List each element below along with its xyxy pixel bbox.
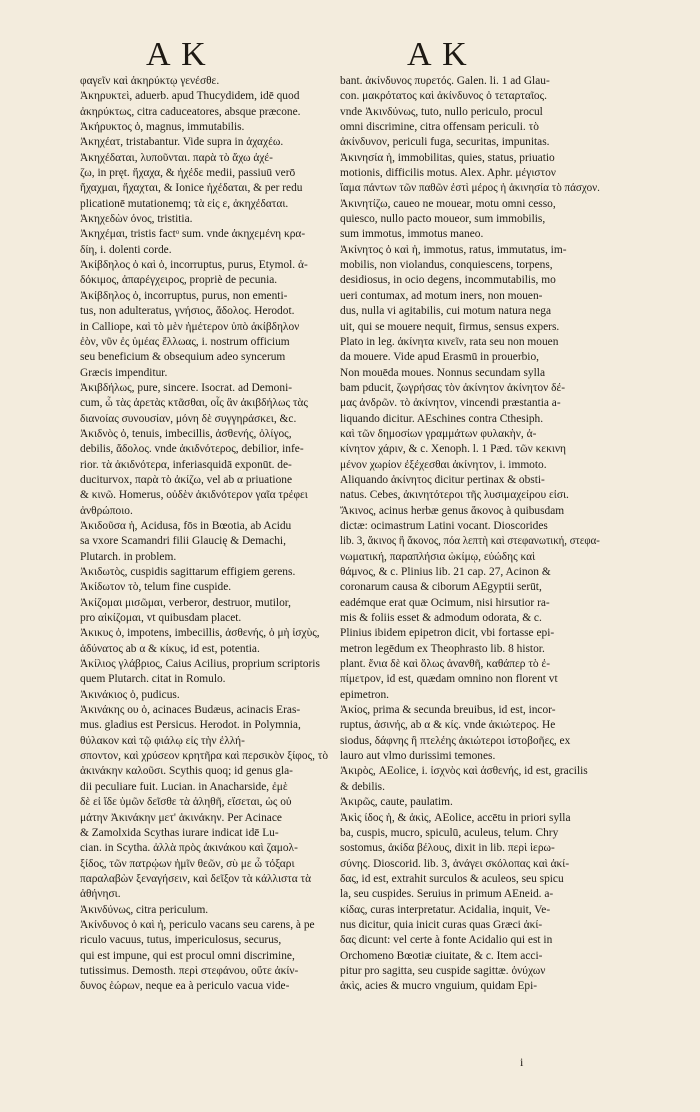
text-line: ἀθήνησι. <box>80 888 121 901</box>
text-line: Ἀκιρῶς, caute, paulatim. <box>340 796 453 809</box>
text-line: metron legēdum ex Theophrasto lib. 8 histor. <box>340 642 545 655</box>
text-line: motionis, difficilis motus. Alex. Aphr. μέγιστον <box>340 167 556 180</box>
text-line: sostomus, ἀκίδα βέλους, dixit in lib. περὶ ἱερω- <box>340 842 555 855</box>
text-line: Ἀκιρὸς, AEolice, i. ἰσχνὸς καὶ ἀσθενής, id est, gracilis <box>340 765 588 778</box>
text-line: debilis, ἄδολος. vnde ἀκιδνότερος, debilior, infe- <box>80 443 304 456</box>
text-line: δυνος ἑώρων, neque ea à periculo vacua vide- <box>80 980 290 993</box>
text-line: Plinius ibidem epipetron dicit, vbi fortasse epi- <box>340 627 555 640</box>
text-line: Ἀκιδοῦσα ἡ, Acidusa, fōs in Bœotia, ab Acidu <box>80 519 292 532</box>
text-line: quem Plutarch. citat in Romulo. <box>80 673 226 686</box>
text-line: dus, nulla vi agitabilis, cui motum natura nega <box>340 305 551 318</box>
text-line: ἀκίνδυνον, periculi fuga, securitas, impunitas. <box>340 136 550 149</box>
text-line: Ἀκήρυκτος ὁ, magnus, immutabilis. <box>80 121 245 134</box>
text-line: Ἀκίβδηλος ὁ καὶ ὁ, incorruptus, purus, Etymol. ἀ- <box>80 259 308 272</box>
text-line: δίη, i. dolenti corde. <box>80 243 172 256</box>
text-line: & debilis. <box>340 780 385 793</box>
text-line: Ἀκινδύνως, citra periculum. <box>80 903 209 916</box>
text-line: παραλαβὼν ξεναγήσειν, καὶ δεῖξον τὰ κάλλιστα τὰ <box>80 872 312 885</box>
text-line: plant. ἔνια δὲ καὶ ὅλως ἀνανθῆ, καθάπερ τὸ ἐ- <box>340 658 551 671</box>
text-line: seu beneficium & obsequium adeo syncerum <box>80 351 286 364</box>
text-line: Ἀκηχεδὼν όνος, tristitia. <box>80 213 193 226</box>
text-line: nus dicitur, quia inicit curas quas Græci ἀκί- <box>340 918 543 931</box>
text-line: Orchomeno Bœotiæ ciuitate, & c. Item acci- <box>340 949 543 962</box>
text-line: ζω, in pręt. ἤχαχα, & ἠχέδε medii, passiuū verō <box>80 167 296 180</box>
text-line: ἐὸν, νῦν ἐς ὑμέας ἔλλωας, i. nostrum officium <box>80 335 290 348</box>
text-line: cum, ὧ τὰς ἀρετὰς κτᾶσθαι, οἷς ἂν ἀκιβδήλως τὰς <box>80 397 308 410</box>
text-line: sa vxore Scamandri filii Glaucię & Demachi, <box>80 535 286 548</box>
text-line: & κινῶ. Homerus, οὐδὲν ἀκιδνότερον γαῖα τρέφει <box>80 489 308 502</box>
text-line: ἀκηρύκτως, citra caduceatores, absque præcone. <box>80 105 301 118</box>
text-line: θάμνος, & c. Plinius lib. 21 cap. 27, Acinon & <box>340 566 551 578</box>
text-line: dictæ: ocimastrum Latini vocant. Dioscorides <box>340 519 548 532</box>
text-line: riculo vacuus, tutus, impericulosus, securus, <box>80 934 282 947</box>
text-line: Ἀκίνδυνος ὁ καὶ ἡ, periculo vacans seu carens, à pe <box>80 918 315 931</box>
text-line: Ἀκινάκης ου ὁ, acinaces Budæus, acinacis Eras- <box>80 704 301 717</box>
right-column <box>340 74 600 995</box>
text-line: & Zamolxida Scythas iurare indicat idē Lu- <box>80 826 279 839</box>
text-line: ba, cuspis, mucro, spiculū, aculeus, telum. Chry <box>340 826 559 839</box>
text-line: rior. τὰ ἀκιδνότερα, inferiasquidā exponūt. de- <box>80 458 292 471</box>
text-line: ἀκὶς, acies & mucro vnguium, quidam Epi- <box>340 980 538 993</box>
text-line: Ἀκίζομαι μισῶμαι, verberor, destruor, mutilor, <box>80 596 291 609</box>
text-line: ruptus, ἀσινής, ab α & κίς. vnde ἀκιώτερος. He <box>340 719 556 732</box>
text-line: σποντον, καὶ χρύσεον κρητῆρα καὶ περσικὸν ξίφος, τὸ <box>80 750 329 763</box>
text-line: Ἀκίος, prima & secunda breuibus, id est, incor- <box>340 704 556 717</box>
text-line: Ἀκηχέμαι, tristis factᵒ sum. vnde ἀκηχεμένη κρα- <box>80 228 306 241</box>
text-line: Ἀκίδωτον τὸ, telum fine cuspide. <box>80 581 232 594</box>
text-line: mus. gladius est Persicus. Herodot. in Polymnia, <box>80 719 301 732</box>
text-line: mobilis, non violandus, conquiescens, torpens, <box>340 259 553 272</box>
text-line: Ἀκίβδηλος ὁ, incorruptus, purus, non ementi- <box>80 289 288 302</box>
text-line: κίδας, curas interpretatur. Acidalia, inquit, Ve- <box>340 903 551 916</box>
text-line: bant. ἀκίνδυνος πυρετός. Galen. li. 1 ad Glau- <box>340 75 550 87</box>
text-line: μένον χωρίον ἐξέχεσθαι ἀκίνητον, i. immoto. <box>340 458 547 471</box>
text-line: ἤχαχμαι, ἤχαχται, & Ionice ἠχέδαται, & per redu <box>80 182 303 195</box>
text-line: Ἀκικυς ὁ, impotens, imbecillis, ἀσθενής, ὁ μὴ ἰσχὺς, <box>80 627 320 640</box>
text-line: δας dicunt: vel certe à fonte Acidalio qui est in <box>340 934 553 947</box>
text-line: Ἀκινάκιος ὁ, pudicus. <box>80 688 180 701</box>
text-line: διανοίας συνουσίαν, μόνη δὲ συγγηράσκει, &c. <box>80 412 297 425</box>
text-line: Ἀκιδνὸς ὁ, tenuis, imbecillis, ἀσθενής, ὀλίγος, <box>80 427 292 440</box>
text-line: Non mouēda moues. Nonnus secundam sylla <box>340 366 545 379</box>
left-column <box>80 74 330 995</box>
text-line: ἴαμα πάντων τῶν παθῶν ἐστὶ μέρος ἡ ἀκινησία τὸ πάσχον. <box>340 182 600 195</box>
text-line: πίμετρον, id est, quædam omnino non florent vt <box>340 673 558 686</box>
text-line: κίνητον χάριν, & c. Xenoph. l. 1 Pæd. τῶν κεκινη <box>340 443 566 456</box>
text-line: tus, non adulteratus, γνήσιος, ἄδολος. Herodot. <box>80 305 295 318</box>
text-line: qui est impune, qui est procul omni discrimine, <box>80 949 295 962</box>
text-line: mis & foliis esset & admodum odorata, & c. <box>340 612 542 625</box>
text-line: lib. 3, ἄκινος ἢ ἄκονος, πόα λεπτὴ καὶ στεφανωτική, στεφα- <box>340 535 600 548</box>
text-line: ξίδος, τῶν πατρῴων ἡμῖν θεῶν, σὺ με ὦ τόξαρι <box>80 857 295 870</box>
text-line: νωματική, παραπλήσια ὠκίμῳ, εὐώδης καὶ <box>340 550 536 563</box>
text-line: la, seu cuspides. Seruius in primum AEneid. a- <box>340 888 554 901</box>
text-line: tutissimus. Demosth. περὶ στεφάνου, οὔτε ἀκίν- <box>80 964 299 977</box>
text-line: Ἀκινητίζω, caueo ne mouear, motu omni cesso, <box>340 197 556 210</box>
text-line: dii peculiare fuit. Lucian. in Anacharside, ἐμὲ <box>80 780 288 793</box>
header-left-letters: A K <box>146 36 208 73</box>
text-line: pitur pro sagitta, seu cuspide sagittæ. ὀνύχων <box>340 964 546 977</box>
text-line: καὶ τῶν δημοσίων γραμμάτων φυλακὴν, ἀ- <box>340 427 537 440</box>
text-line: Ἀκιδωτὸς, cuspidis sagittarum effigiem gerens. <box>80 566 296 578</box>
text-line: Ἀκινησία ἡ, immobilitas, quies, status, priuatio <box>340 151 555 164</box>
text-line: omni discrimine, citra offensam periculi. τὸ <box>340 121 539 134</box>
text-line: liquando dicitur. AEschines contra Cthesiph. <box>340 412 544 425</box>
text-line: Græcis impenditur. <box>80 366 168 379</box>
text-line: plicationē mutationemq; τὰ εἰς ε, ἀκηχέδαται. <box>80 197 289 210</box>
text-line: σύνης. Dioscorid. lib. 3, ἀνάγει σκόλοπας καὶ ἀκί- <box>340 857 570 870</box>
text-line: lauro aut vlmo durissimi temones. <box>340 750 496 763</box>
text-line: siodus, δάφνης ἢ πτελέης ἀκιώτεροι ἱστοβοῆες, ex <box>340 734 571 747</box>
text-line: coronarum causa & ciborum AEgyptii serūt, <box>340 581 542 594</box>
text-line: con. μακρότατος καὶ ἀκίνδυνος ὁ τεταρταῖος. <box>340 90 547 103</box>
text-line: vnde Ἀκινδύνως, tuto, nullo periculo, procul <box>340 105 543 118</box>
text-line: sum immotus, immotus maneo. <box>340 228 484 241</box>
text-line: pro αἰκίζομαι, vt quibusdam placet. <box>80 612 242 625</box>
header-right-letters: A K <box>407 36 469 73</box>
signature-mark: i <box>520 1055 524 1069</box>
text-line: epimetron. <box>340 688 390 701</box>
text-line: θύλακον καὶ τῷ φιάλῳ εἰς τὴν ἐλλή- <box>80 734 245 747</box>
text-line: Ἀκηρυκτεὶ, aduerb. apud Thucydidem, idē quod <box>80 90 300 103</box>
text-line: uit, qui se mouere nequit, firmus, sensus expers. <box>340 320 560 333</box>
text-line: ἀδύνατος ab α & κίκυς, id est, potentia. <box>80 642 260 655</box>
text-line: Ἀκηχέατ, tristabantur. Vide supra in ἀχαχέω. <box>80 136 284 149</box>
text-line: ἀνθρώποιο. <box>80 504 133 517</box>
text-line: μάτην Ἀκινάκην μετ' ἀκινάκην. Per Acinace <box>80 811 282 824</box>
text-line: δας, id est, extrahit surculos & aculeos, seu spicu <box>340 872 564 885</box>
text-line: δόκιμος, ἀπαρέγχειρος, propriè de pecunia. <box>80 274 278 287</box>
text-line: natus. Cebes, ἀκινητότεροι τῆς λυσιμαχείρου εἰσι. <box>340 489 569 502</box>
text-line: φαγεῖν καὶ ἀκηρύκτῳ γενέσθε. <box>80 75 220 87</box>
text-line: μας ἀνδρῶν. τὸ ἀκίνητον, vincendi præstantia a- <box>340 397 561 410</box>
text-line: Plato in leg. ἀκίνητα κινεῖν, rata seu non mouen <box>340 335 559 348</box>
text-line: quiesco, nullo pacto moueor, sum immobilis, <box>340 213 546 226</box>
text-line: Ἄκινος, acinus herbæ genus ἄκονος à quibusdam <box>340 504 565 517</box>
text-line: bam pducit, ζωγρήσας τὸν ἀκίνητον ἀκίνητον δέ- <box>340 381 566 394</box>
text-line: desidiosus, in ocio degens, incommutabilis, mo <box>340 274 556 287</box>
text-line: duciturvox, παρὰ τὸ ἀκίζω, vel ab α priuatione <box>80 473 293 486</box>
text-line: Ἀκίνητος ὁ καὶ ἡ, immotus, ratus, immutatus, im- <box>340 243 567 256</box>
text-line: Ἀκιβδήλως, pure, sincere. Isocrat. ad Demoni- <box>80 381 293 394</box>
text-line: Plutarch. in problem. <box>80 550 177 563</box>
text-line: da mouere. Vide apud Erasmū in prouerbio, <box>340 351 540 364</box>
text-line: cian. in Scytha. ἀλλὰ πρὸς ἀκινάκου καὶ ζαμολ- <box>80 842 298 855</box>
text-line: in Calliope, καὶ τὸ μὲν ἡμέτερον ὑπὸ ἀκίβδηλον <box>80 320 300 333</box>
text-line: Aliquando ἀκίνητος dicitur pertinax & obsti- <box>340 473 545 486</box>
text-line: Ἀκὶς ίδος ἡ, & ἀκὶς, AEolice, accētu in priori sylla <box>340 811 571 824</box>
text-line: δὲ εἰ ἴδε ὑμῶν δεῖσθε τὰ ἀληθῆ, εἴσεται, ὡς οὐ <box>80 796 292 809</box>
text-line: Ἀκίλιος γλάβριος, Caius Acilius, proprium scriptoris <box>80 658 320 671</box>
text-line: ἀκινάκην καλοῦσι. Scythis quoq; id genus gla- <box>80 765 293 778</box>
text-line: ueri contumax, ad motum iners, non mouen- <box>340 289 543 302</box>
text-line: Ἀκηχέδαται, λυποῦνται. παρὰ τὸ ἄχω ἀχέ- <box>80 151 273 164</box>
text-line: eadémque erat quæ Ocimum, nisi hirsutior ra- <box>340 596 550 609</box>
